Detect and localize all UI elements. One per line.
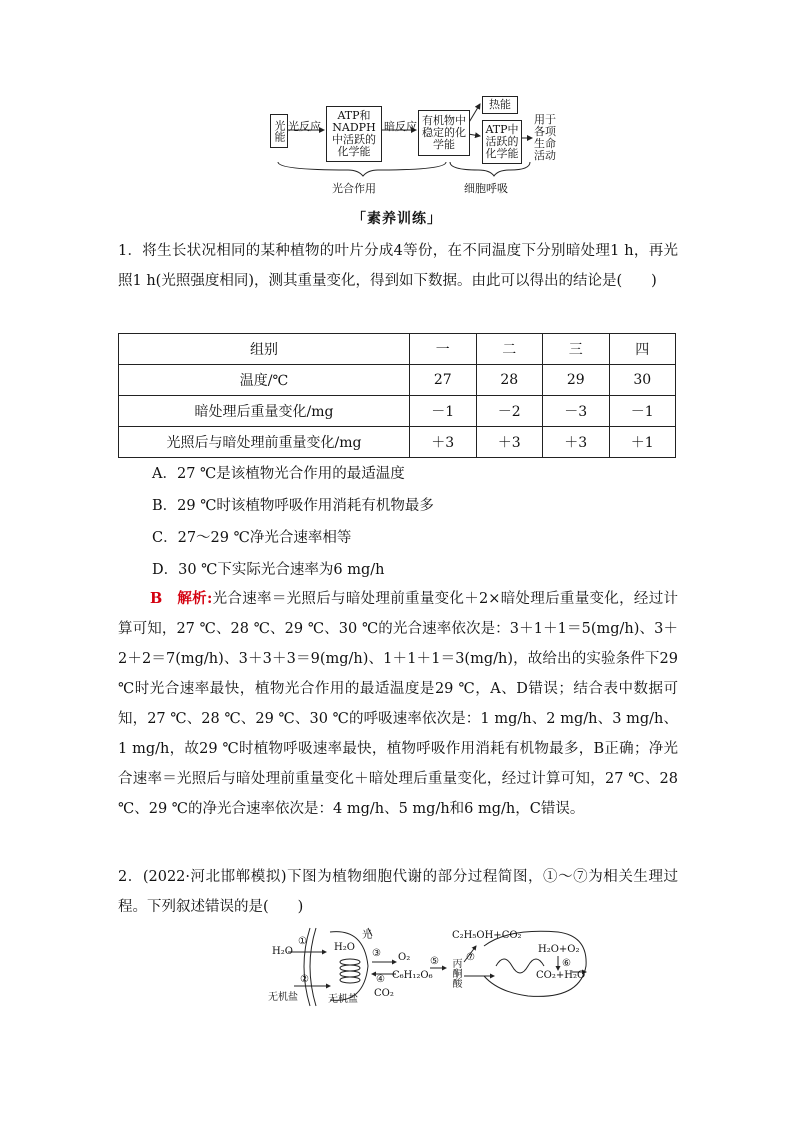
pyruvate-label: 丙酮酸 xyxy=(450,958,461,988)
table-cell: －1 xyxy=(410,396,477,427)
cell-metabolism-diagram xyxy=(268,926,598,1010)
process-4-number: ④ xyxy=(376,974,385,985)
table-row xyxy=(119,396,676,427)
organic-energy-box: 有机物中稳定的化学能 xyxy=(418,110,470,156)
table-cell: 暗处理后重量变化/mg xyxy=(119,396,410,427)
option-c: C．27～29 ℃净光合速率相等 xyxy=(152,530,352,546)
table-header-cell: 一 xyxy=(410,334,477,365)
table-cell: ＋1 xyxy=(609,427,676,458)
h2o-o2-label: H₂O+O₂ xyxy=(538,944,580,955)
table-cell: －1 xyxy=(609,396,676,427)
option-b: B．29 ℃时该植物呼吸作用消耗有机物最多 xyxy=(152,498,434,514)
table-cell: 30 xyxy=(609,365,676,396)
ethanol-label: C₂H₅OH+CO₂ xyxy=(452,930,522,941)
table-header-cell: 四 xyxy=(609,334,676,365)
o2-label: O₂ xyxy=(398,952,411,963)
table-cell: －3 xyxy=(543,396,610,427)
h2o-label: H₂O xyxy=(272,946,293,957)
table-cell: ＋3 xyxy=(476,427,543,458)
answer-key: B xyxy=(150,590,163,607)
question-2-stem: 2．(2022·河北邯郸模拟)下图为植物细胞代谢的部分过程简图，①～⑦为相关生理过程。下列叙述错误的是( ) xyxy=(118,869,678,915)
photosynthesis-label: 光合作用 xyxy=(332,182,376,195)
analysis-paragraph xyxy=(118,584,678,824)
light-reaction-label: 光反应 xyxy=(288,120,321,133)
process-7-number: ⑦ xyxy=(466,952,475,963)
table-cell: 29 xyxy=(543,365,610,396)
table-cell: ＋3 xyxy=(410,427,477,458)
option-d: D．30 ℃下实际光合速率为6 mg/h xyxy=(152,562,385,578)
table-cell: 28 xyxy=(476,365,543,396)
section-title: 「素养训练」 xyxy=(352,211,442,227)
co2-h2o-label: CO₂+H₂O xyxy=(536,970,586,981)
table-cell: ＋3 xyxy=(543,427,610,458)
data-table xyxy=(118,333,676,458)
option-a: A．27 ℃是该植物光合作用的最适温度 xyxy=(152,466,405,482)
table-cell: 27 xyxy=(410,365,477,396)
glucose-label: C₆H₁₂O₆ xyxy=(392,970,433,981)
table-cell: －2 xyxy=(476,396,543,427)
process-1-number: ① xyxy=(298,936,307,947)
h2o-inner-label: H₂O xyxy=(334,942,355,953)
table-row xyxy=(119,365,676,396)
table-cell: 温度/℃ xyxy=(119,365,410,396)
table-row xyxy=(119,427,676,458)
mineral-inner-label: 无机盐 xyxy=(328,994,358,1005)
table-header-cell: 二 xyxy=(476,334,543,365)
mineral-label: 无机盐 xyxy=(268,992,298,1003)
light-label: 光 xyxy=(362,930,372,941)
light-energy-box: 光能 xyxy=(270,114,288,148)
life-use-label: 用于各项生命活动 xyxy=(534,113,556,162)
co2-label: CO₂ xyxy=(374,988,394,999)
metabolism-svg xyxy=(268,926,598,1010)
analysis-text: 光合速率＝光照后与暗处理前重量变化＋2×暗处理后重量变化，经过计算可知，27 ℃、28 ℃、29 ℃、30 ℃的光合速率依次是：3＋1＋1＝5(mg/h)、3＋2＋2＝7(mg/h)、3＋3＋3＝9(mg/h)、1＋1＋1＝3(mg/h)，故给出的实验条件下29 ℃时光合速率最快，植物光合作用的最适温度是29 ℃，A、D错误；结合表中数据可知，27 ℃、28 ℃、29 ℃、30 ℃的呼吸速率依次是：1 mg/h、2 mg/h、3 mg/h、1 mg/h，故29 ℃时植物呼吸速率最快，植物呼吸作用消耗有机物最多，B正确；净光合速率＝光照后与暗处理前重量变化＋暗处理后重量变化，经过计算可知，27 ℃、28 ℃、29 ℃的净光合速率依次是：4 mg/h、5 mg/h和6 mg/h，C错误。 xyxy=(118,591,679,817)
analysis-label: 解析: xyxy=(177,590,213,607)
atp-nadph-box: ATP和NADPH中活跃的化学能 xyxy=(326,106,382,162)
process-3-number: ③ xyxy=(372,948,381,959)
table-cell: 光照后与暗处理前重量变化/mg xyxy=(119,427,410,458)
heat-box: 热能 xyxy=(482,96,518,114)
table-header-row xyxy=(119,334,676,365)
process-5-number: ⑤ xyxy=(430,956,439,967)
table-header-cell: 三 xyxy=(543,334,610,365)
dark-reaction-label: 暗反应 xyxy=(384,120,417,133)
respiration-label: 细胞呼吸 xyxy=(464,182,508,195)
energy-flow-diagram xyxy=(268,96,568,196)
process-6-number: ⑥ xyxy=(562,958,571,969)
atp-active-box: ATP中活跃的化学能 xyxy=(482,120,522,164)
table-header-cell: 组别 xyxy=(119,334,410,365)
question-1-stem: 1．将生长状况相同的某种植物的叶片分成4等份，在不同温度下分别暗处理1 h，再光照1 h(光照强度相同)，测其重量变化，得到如下数据。由此可以得出的结论是( ) xyxy=(118,243,678,289)
process-2-number: ② xyxy=(300,974,309,985)
